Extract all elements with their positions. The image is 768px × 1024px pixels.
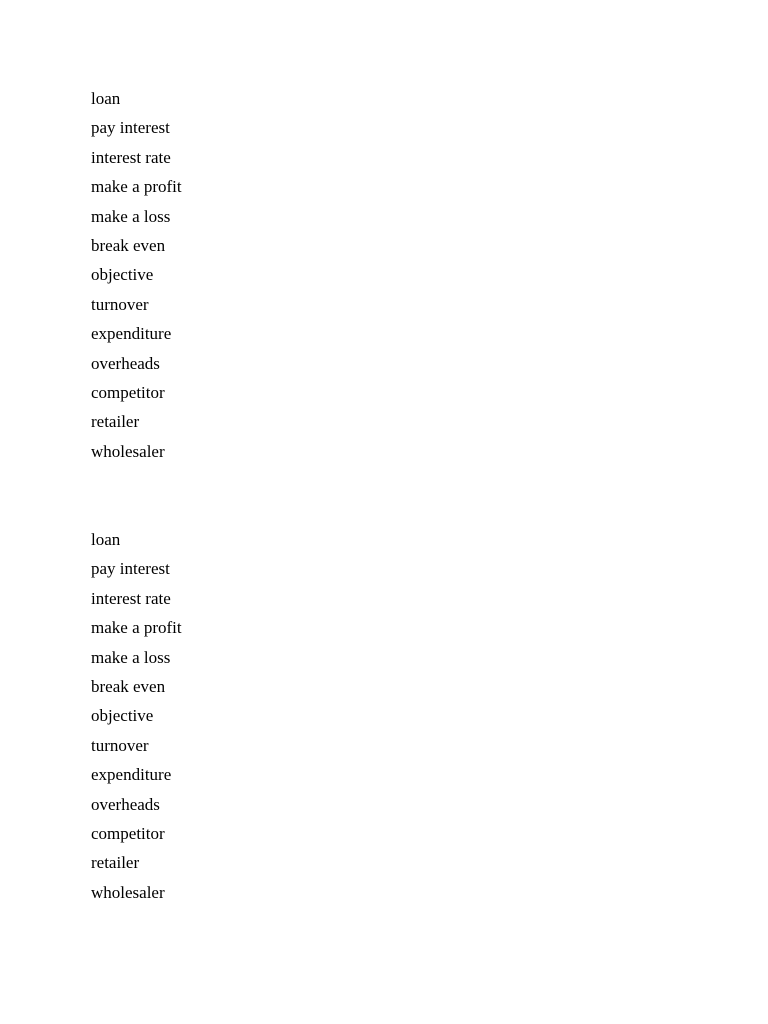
- list-item: objective: [91, 706, 154, 726]
- list-item: objective: [91, 265, 154, 285]
- list-item: break even: [91, 235, 166, 255]
- list-item: interest rate: [91, 147, 171, 167]
- list-item: make a loss: [91, 206, 171, 226]
- list-item: loan: [91, 530, 121, 549]
- list-item: overheads: [91, 353, 160, 373]
- list-item: competitor: [91, 382, 165, 402]
- list-item: break even: [91, 676, 166, 696]
- list-item: retailer: [91, 853, 140, 873]
- list-item: make a loss: [91, 647, 171, 667]
- list-item: pay interest: [91, 559, 170, 579]
- list-item: retailer: [91, 412, 140, 432]
- vocabulary-list-2: [91, 525, 182, 907]
- list-item: wholesaler: [91, 441, 165, 461]
- list-item: competitor: [91, 823, 165, 843]
- list-item: loan: [91, 89, 121, 108]
- list-item: expenditure: [91, 324, 172, 344]
- list-item: make a profit: [91, 618, 182, 638]
- list-item: turnover: [91, 735, 149, 755]
- list-item: pay interest: [91, 118, 170, 138]
- list-item: expenditure: [91, 765, 172, 785]
- list-item: interest rate: [91, 588, 171, 608]
- list-item: turnover: [91, 294, 149, 314]
- list-item: wholesaler: [91, 882, 165, 902]
- list-item: overheads: [91, 794, 160, 814]
- list-item: make a profit: [91, 177, 182, 197]
- vocabulary-list-1: [91, 84, 182, 466]
